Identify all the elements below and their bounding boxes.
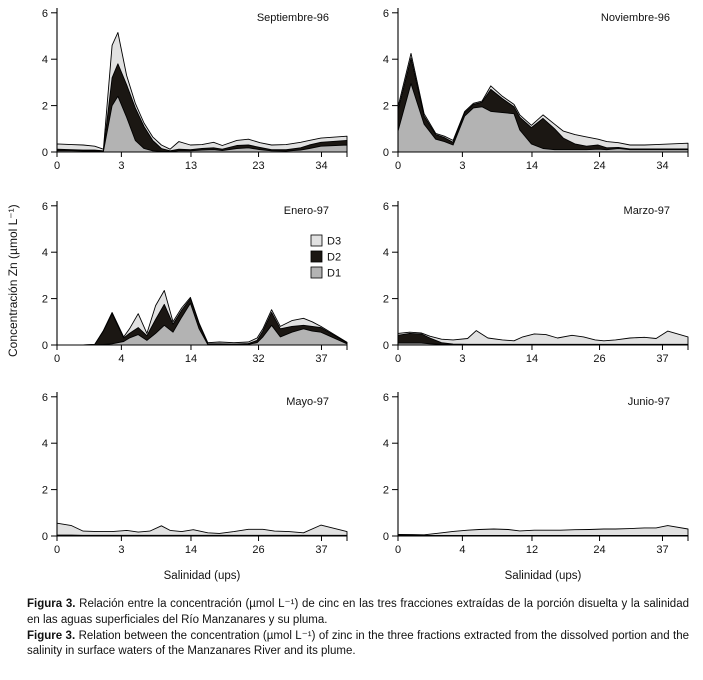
caption-es-text: Relación entre la concentración (µmol L⁻¹) de cinc en las tres fracciones extraídas de la porción disuelta y la salinidad en las aguas superficiales del Río Manzanares y su pluma. (27, 598, 689, 626)
panel-junio-97 (368, 386, 703, 599)
panel-noviembre-96 (368, 2, 703, 187)
area-d2 (57, 64, 347, 152)
x-tick-label: 37 (315, 544, 328, 556)
y-axis-label: Concentración Zn (µmol L⁻¹) (6, 204, 20, 357)
y-tick-label: 4 (382, 438, 389, 451)
axes (57, 8, 347, 152)
x-tick-label: 4 (118, 353, 125, 365)
panel-title: Mayo-97 (286, 396, 329, 408)
y-tick-label: 4 (382, 247, 389, 260)
x-tick-label: 14 (525, 160, 539, 172)
figure-captions (27, 597, 689, 660)
y-tick-label: 0 (41, 531, 48, 543)
y-tick-label: 6 (41, 7, 48, 20)
x-tick-label: 37 (656, 353, 669, 365)
x-tick-label: 37 (656, 544, 669, 556)
panel-title: Marzo-97 (623, 205, 670, 217)
y-tick-label: 2 (41, 484, 48, 497)
y-tick-label: 6 (41, 391, 48, 404)
legend-label-d2: D2 (327, 251, 342, 264)
x-tick-label: 0 (394, 160, 402, 172)
legend-swatch-d3 (311, 235, 322, 246)
area-d3 (57, 33, 347, 153)
chart-svg-enero-97 (27, 195, 363, 375)
x-tick-label: 0 (53, 353, 61, 365)
axes (57, 392, 347, 536)
panel-title: Septiembre-96 (256, 12, 329, 24)
panel-title: Enero-97 (283, 205, 329, 217)
x-tick-label: 26 (593, 353, 606, 365)
x-tick-label: 34 (315, 160, 328, 172)
y-tick-label: 6 (41, 200, 48, 213)
x-tick-label: 3 (118, 160, 125, 172)
y-tick-label: 0 (41, 340, 48, 352)
y-tick-label: 6 (382, 200, 389, 213)
y-tick-label: 2 (382, 484, 389, 497)
caption-en-text: Relation between the concentration (µmol L⁻¹) of zinc in the three fractions extracted from the dissolved portion and the salinity in surface waters of the Manzanares River and its plume. (27, 629, 689, 658)
panel-title: Junio-97 (627, 396, 670, 408)
panel-marzo-97 (368, 195, 703, 380)
y-tick-label: 4 (382, 54, 389, 67)
x-tick-label: 14 (525, 353, 539, 365)
area-d3 (57, 523, 347, 536)
panel-septiembre-96 (27, 2, 363, 187)
axes (398, 201, 688, 345)
y-tick-label: 4 (41, 54, 48, 67)
area-d2 (398, 58, 688, 152)
x-tick-label: 24 (593, 160, 606, 172)
legend-label-d3: D3 (327, 235, 342, 248)
y-tick-label: 2 (382, 293, 389, 306)
x-tick-label: 13 (184, 160, 198, 172)
x-tick-label: 37 (315, 353, 328, 365)
y-tick-label: 6 (382, 391, 389, 404)
chart-svg-noviembre-96 (368, 2, 703, 182)
y-tick-label: 0 (382, 531, 389, 543)
x-tick-label: 4 (459, 544, 466, 556)
x-tick-label: 3 (459, 353, 466, 365)
area-d3 (398, 526, 688, 536)
x-tick-label: 23 (252, 160, 265, 172)
chart-svg-mayo-97 (27, 386, 363, 594)
caption-es-label: Figura 3. (27, 598, 76, 610)
legend-swatch-d1 (311, 267, 322, 278)
y-tick-label: 0 (382, 340, 389, 352)
panel-title: Noviembre-96 (600, 12, 670, 24)
y-tick-label: 2 (41, 293, 48, 306)
caption-en-label: Figure 3. (27, 629, 76, 642)
chart-svg-marzo-97 (368, 195, 703, 375)
panel-mayo-97 (27, 386, 363, 599)
chart-svg-junio-97 (368, 386, 703, 594)
x-tick-label: 24 (593, 544, 606, 556)
x-tick-label: 0 (53, 544, 61, 556)
x-tick-label: 0 (394, 544, 402, 556)
x-tick-label: 12 (525, 544, 539, 556)
x-axis-label: Salinidad (ups) (163, 570, 241, 582)
caption-es (27, 597, 689, 629)
x-tick-label: 26 (252, 544, 265, 556)
chart-svg-septiembre-96 (27, 2, 363, 182)
legend-swatch-d2 (311, 251, 322, 262)
y-tick-label: 4 (41, 247, 48, 260)
x-tick-label: 0 (53, 160, 61, 172)
y-tick-label: 0 (382, 147, 389, 159)
x-tick-label: 32 (252, 353, 265, 365)
x-tick-label: 3 (459, 160, 466, 172)
x-tick-label: 0 (394, 353, 402, 365)
axes (398, 392, 688, 536)
caption-en (27, 629, 689, 661)
x-tick-label: 34 (656, 160, 669, 172)
x-tick-label: 14 (184, 544, 198, 556)
x-tick-label: 14 (184, 353, 198, 365)
y-tick-label: 0 (41, 147, 48, 159)
x-tick-label: 3 (118, 544, 125, 556)
y-tick-label: 2 (382, 100, 389, 113)
legend-label-d1: D1 (327, 267, 342, 280)
panel-enero-97 (27, 195, 363, 380)
y-tick-label: 2 (41, 100, 48, 113)
y-tick-label: 6 (382, 7, 389, 20)
x-axis-label: Salinidad (ups) (504, 570, 582, 582)
y-tick-label: 4 (41, 438, 48, 451)
